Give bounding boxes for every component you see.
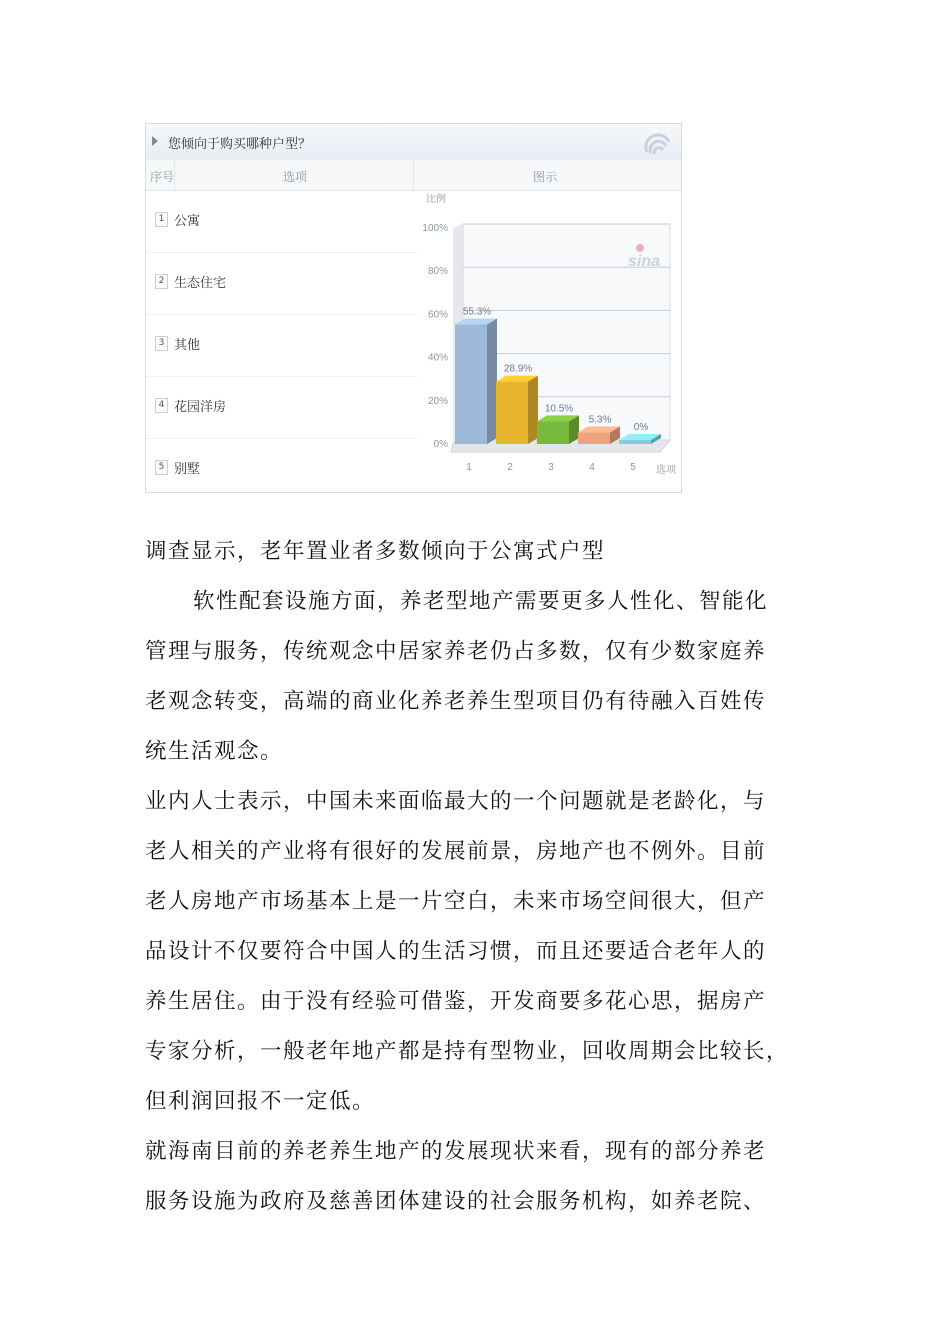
sina-eye-icon — [636, 244, 644, 252]
option-number: 2 — [155, 274, 168, 289]
y-tick-label: 100% — [422, 223, 448, 234]
play-triangle-icon[interactable] — [152, 136, 158, 146]
option-number: 3 — [155, 336, 168, 351]
x-tick-label: 1 — [466, 462, 472, 473]
bar — [455, 325, 487, 444]
header-chart: 图示 — [533, 170, 558, 184]
y-tick-label: 0% — [433, 439, 448, 450]
y-tick-label: 40% — [427, 352, 448, 364]
bar-value-label: 5.3% — [588, 414, 612, 426]
x-axis-label: 选项 — [656, 465, 676, 476]
header-divider — [413, 160, 414, 190]
paragraph-line: 专家分析，一般老年地产都是持有型物业，回收周期会比较长， — [145, 1039, 790, 1064]
paragraph-line: 但利润回报不一定低。 — [145, 1089, 376, 1114]
x-tick-label: 4 — [589, 462, 595, 473]
paragraph-line: 业内人士表示，中国未来面临最大的一个问题就是老龄化，与 — [145, 789, 767, 814]
bar-value-label: 10.5% — [544, 403, 574, 415]
option-label: 别墅 — [174, 462, 201, 477]
option-label: 生态住宅 — [174, 276, 227, 291]
bar-value-label: 0% — [633, 422, 649, 433]
option-number: 5 — [155, 460, 168, 475]
bar — [496, 382, 528, 444]
option-number: 1 — [155, 212, 168, 227]
paragraph-line: 服务设施为政府及慈善团体建设的社会服务机构，如养老院、 — [145, 1189, 767, 1214]
bar — [619, 440, 651, 444]
bar — [537, 421, 569, 444]
bar — [578, 433, 610, 444]
option-row — [146, 376, 418, 439]
paragraph-line: 就海南目前的养老养生地产的发展现状来看，现有的部分养老 — [145, 1139, 767, 1164]
option-row — [146, 314, 418, 377]
option-label: 公寓 — [174, 214, 201, 229]
bar-chart — [418, 190, 682, 493]
survey-question: 您倾向于购买哪种户型？ — [168, 137, 312, 152]
option-number: 4 — [155, 398, 168, 413]
option-row — [146, 252, 418, 315]
y-axis-label: 比例 — [426, 194, 446, 205]
paragraph-line: 老人相关的产业将有很好的发展前景，房地产也不例外。目前 — [145, 839, 767, 864]
sina-swirl-icon — [641, 126, 675, 158]
y-tick-label: 80% — [427, 266, 448, 278]
option-label: 花园洋房 — [174, 400, 227, 415]
header-option: 选项 — [283, 170, 308, 184]
header-index: 序号 — [150, 170, 175, 184]
y-tick-label: 60% — [427, 309, 448, 321]
bar-side — [487, 319, 497, 444]
paragraph-line: 养生居住。由于没有经验可借鉴，开发商要多花心思，据房产 — [145, 989, 767, 1014]
paragraph-line: 管理与服务，传统观念中居家养老仍占多数，仅有少数家庭养 — [145, 639, 767, 664]
x-tick-label: 5 — [630, 462, 636, 473]
x-tick-label: 2 — [507, 462, 513, 473]
y-tick-label: 20% — [427, 395, 448, 407]
survey-title-bar — [146, 124, 681, 161]
option-label: 其他 — [174, 338, 201, 353]
survey-widget — [145, 123, 682, 493]
paragraph-line: 老观念转变，高端的商业化养老养生型项目仍有待融入百姓传 — [145, 689, 767, 714]
x-tick-label: 3 — [548, 462, 554, 473]
header-divider — [174, 160, 175, 190]
sina-watermark: sina — [628, 253, 661, 270]
paragraph-line: 统生活观念。 — [145, 739, 284, 764]
paragraph-line: 软性配套设施方面，养老型地产需要更多人性化、智能化 — [193, 589, 769, 614]
paragraph-line: 品设计不仅要符合中国人的生活习惯，而且还要适合老年人的 — [145, 939, 767, 964]
bar-side — [528, 376, 538, 444]
bar-value-label: 28.9% — [503, 363, 533, 375]
paragraph-line: 老人房地产市场基本上是一片空白，未来市场空间很大，但产 — [145, 889, 767, 914]
bar-value-label: 55.3% — [462, 306, 492, 318]
caption-text: 调查显示，老年置业者多数倾向于公寓式户型 — [145, 539, 606, 564]
option-row — [146, 190, 418, 253]
option-row — [146, 438, 418, 493]
